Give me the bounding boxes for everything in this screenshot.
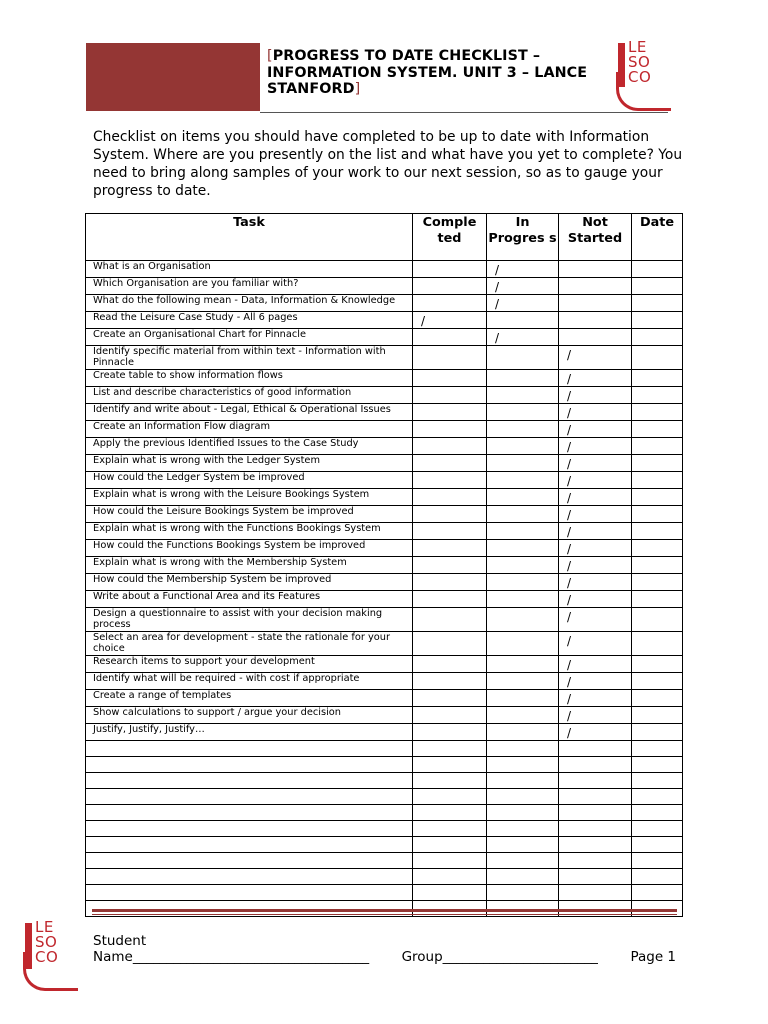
row-not-started-mark [559, 757, 632, 773]
row-completed-mark [413, 523, 487, 540]
header-color-block [86, 43, 260, 111]
row-date [632, 757, 683, 773]
row-not-started-mark [559, 295, 632, 312]
header-not-started: Not Started [559, 214, 632, 261]
row-date [632, 404, 683, 421]
header-completed: Comple ted [413, 214, 487, 261]
row-in-progress-mark [487, 438, 559, 455]
row-date [632, 853, 683, 869]
row-in-progress-mark [487, 489, 559, 506]
row-completed-mark [413, 773, 487, 789]
row-date [632, 329, 683, 346]
row-task: Identify specific material from within text - Information with Pinnacle [86, 346, 413, 370]
row-completed-mark [413, 370, 487, 387]
row-not-started-mark: / [559, 540, 632, 557]
row-not-started-mark: / [559, 690, 632, 707]
table-row [86, 523, 683, 540]
row-task: Apply the previous Identified Issues to the Case Study [86, 438, 413, 455]
row-in-progress-mark [487, 853, 559, 869]
row-task: Identify what will be required - with cost if appropriate [86, 673, 413, 690]
row-date [632, 591, 683, 608]
table-row [86, 591, 683, 608]
header-date: Date [632, 214, 683, 261]
row-completed-mark [413, 591, 487, 608]
row-in-progress-mark [487, 455, 559, 472]
row-date [632, 632, 683, 656]
row-date [632, 312, 683, 329]
footer-page-number: Page 1 [630, 949, 676, 965]
row-task: Create an Information Flow diagram [86, 421, 413, 438]
row-task [86, 837, 413, 853]
row-not-started-mark: / [559, 346, 632, 370]
table-row [86, 421, 683, 438]
row-date [632, 773, 683, 789]
row-date [632, 540, 683, 557]
row-not-started-mark [559, 885, 632, 901]
header-in-progress: In Progres s [487, 214, 559, 261]
row-date [632, 608, 683, 632]
table-row [86, 278, 683, 295]
row-in-progress-mark [487, 690, 559, 707]
row-date [632, 869, 683, 885]
row-completed-mark [413, 329, 487, 346]
table-row [86, 789, 683, 805]
row-task: Justify, Justify, Justify… [86, 724, 413, 741]
row-date [632, 295, 683, 312]
row-completed-mark [413, 690, 487, 707]
intro-paragraph: Checklist on items you should have completed to be up to date with Information System. Where are you presently on the list and what have you yet to complete? You need to bring along samples of your work to our next session, so as to gauge your progress to date. [93, 129, 683, 199]
row-completed-mark [413, 489, 487, 506]
row-in-progress-mark [487, 757, 559, 773]
row-date [632, 472, 683, 489]
logo-line-1: LE [35, 918, 54, 936]
table-row [86, 724, 683, 741]
row-date [632, 278, 683, 295]
lesoco-logo-top [612, 40, 670, 112]
footer-group-line: Group_______________________ [401, 949, 598, 965]
row-not-started-mark: / [559, 438, 632, 455]
row-not-started-mark: / [559, 656, 632, 673]
logo-line-2: SO [628, 53, 651, 71]
row-task: Identify and write about - Legal, Ethical & Operational Issues [86, 404, 413, 421]
footer-name-line: Name___________________________________ [93, 949, 370, 965]
row-in-progress-mark: / [487, 329, 559, 346]
logo-swoosh [616, 68, 671, 111]
row-task: Write about a Functional Area and its Features [86, 591, 413, 608]
table-row [86, 673, 683, 690]
row-task: What do the following mean - Data, Information & Knowledge [86, 295, 413, 312]
table-row [86, 506, 683, 523]
row-not-started-mark [559, 853, 632, 869]
row-in-progress-mark [487, 370, 559, 387]
table-row [86, 329, 683, 346]
document-title [267, 48, 627, 98]
row-in-progress-mark [487, 608, 559, 632]
row-date [632, 805, 683, 821]
row-not-started-mark: / [559, 724, 632, 741]
row-in-progress-mark [487, 741, 559, 757]
title-bracket-close: ] [354, 81, 361, 97]
table-row [86, 438, 683, 455]
row-completed-mark [413, 837, 487, 853]
table-row [86, 690, 683, 707]
row-in-progress-mark [487, 591, 559, 608]
row-in-progress-mark [487, 837, 559, 853]
row-completed-mark [413, 724, 487, 741]
table-row [86, 489, 683, 506]
row-completed-mark [413, 295, 487, 312]
table-row [86, 773, 683, 789]
table-row [86, 455, 683, 472]
table-row [86, 853, 683, 869]
footer-student-label: Student [93, 933, 147, 949]
table-row [86, 805, 683, 821]
table-row [86, 741, 683, 757]
row-not-started-mark [559, 821, 632, 837]
row-in-progress-mark [487, 387, 559, 404]
logo-swoosh [23, 948, 78, 991]
table-body [86, 261, 683, 917]
row-task: Show calculations to support / argue your decision [86, 707, 413, 724]
row-date [632, 574, 683, 591]
row-not-started-mark: / [559, 632, 632, 656]
table-row [86, 757, 683, 773]
row-in-progress-mark: / [487, 278, 559, 295]
row-date [632, 707, 683, 724]
row-date [632, 741, 683, 757]
row-task: How could the Membership System be improved [86, 574, 413, 591]
row-in-progress-mark: / [487, 295, 559, 312]
table-row [86, 869, 683, 885]
row-completed-mark [413, 421, 487, 438]
row-task: How could the Ledger System be improved [86, 472, 413, 489]
row-task [86, 885, 413, 901]
row-date [632, 885, 683, 901]
logo-line-3: CO [628, 68, 652, 86]
row-completed-mark [413, 869, 487, 885]
row-date [632, 523, 683, 540]
row-in-progress-mark [487, 421, 559, 438]
table-row [86, 312, 683, 329]
lesoco-logo-bottom [23, 918, 81, 992]
row-completed-mark [413, 673, 487, 690]
table-row [86, 707, 683, 724]
row-not-started-mark: / [559, 387, 632, 404]
row-task [86, 741, 413, 757]
row-in-progress-mark [487, 656, 559, 673]
row-not-started-mark [559, 773, 632, 789]
row-completed-mark [413, 757, 487, 773]
row-in-progress-mark [487, 312, 559, 329]
row-not-started-mark: / [559, 574, 632, 591]
row-task: Explain what is wrong with the Ledger System [86, 455, 413, 472]
row-not-started-mark: / [559, 506, 632, 523]
table-row [86, 261, 683, 278]
row-not-started-mark: / [559, 557, 632, 574]
row-not-started-mark [559, 329, 632, 346]
row-task: What is an Organisation [86, 261, 413, 278]
row-task: How could the Leisure Bookings System be improved [86, 506, 413, 523]
row-date [632, 789, 683, 805]
row-completed-mark [413, 574, 487, 591]
row-completed-mark [413, 632, 487, 656]
row-in-progress-mark [487, 557, 559, 574]
row-completed-mark [413, 472, 487, 489]
header-divider [260, 112, 668, 113]
footer-rule-thick [92, 909, 677, 912]
row-date [632, 690, 683, 707]
row-completed-mark [413, 278, 487, 295]
row-task: Select an area for development - state the rationale for your choice [86, 632, 413, 656]
row-completed-mark [413, 404, 487, 421]
table-row [86, 387, 683, 404]
row-in-progress-mark [487, 346, 559, 370]
row-task: Read the Leisure Case Study - All 6 pages [86, 312, 413, 329]
row-not-started-mark [559, 789, 632, 805]
row-task: Design a questionnaire to assist with your decision making process [86, 608, 413, 632]
progress-checklist-table [85, 213, 683, 917]
row-not-started-mark [559, 869, 632, 885]
row-task: Create table to show information flows [86, 370, 413, 387]
row-in-progress-mark [487, 506, 559, 523]
row-date [632, 489, 683, 506]
row-task [86, 757, 413, 773]
row-not-started-mark: / [559, 404, 632, 421]
row-date [632, 557, 683, 574]
row-date [632, 506, 683, 523]
row-completed-mark [413, 789, 487, 805]
row-completed-mark [413, 885, 487, 901]
row-task: Which Organisation are you familiar with? [86, 278, 413, 295]
table-row [86, 632, 683, 656]
table-row [86, 370, 683, 387]
row-completed-mark: / [413, 312, 487, 329]
row-date [632, 724, 683, 741]
row-not-started-mark: / [559, 472, 632, 489]
row-completed-mark [413, 853, 487, 869]
row-not-started-mark: / [559, 707, 632, 724]
row-task: Explain what is wrong with the Membership System [86, 557, 413, 574]
row-task [86, 869, 413, 885]
row-not-started-mark [559, 261, 632, 278]
row-completed-mark [413, 455, 487, 472]
row-in-progress-mark [487, 789, 559, 805]
row-task [86, 805, 413, 821]
table-row [86, 540, 683, 557]
row-date [632, 387, 683, 404]
row-date [632, 821, 683, 837]
row-completed-mark [413, 387, 487, 404]
row-date [632, 438, 683, 455]
row-date [632, 370, 683, 387]
table-row [86, 557, 683, 574]
row-in-progress-mark [487, 707, 559, 724]
row-task: List and describe characteristics of good information [86, 387, 413, 404]
row-in-progress-mark [487, 632, 559, 656]
logo-line-2: SO [35, 933, 58, 951]
title-bracket-open: [ [267, 48, 273, 64]
row-in-progress-mark [487, 821, 559, 837]
table-row [86, 472, 683, 489]
table-row [86, 404, 683, 421]
row-in-progress-mark [487, 540, 559, 557]
title-text: PROGRESS TO DATE CHECKLIST – INFORMATION SYSTEM. UNIT 3 – LANCE STANFORD [267, 48, 588, 97]
table-row [86, 837, 683, 853]
table-header-row [86, 214, 683, 261]
row-completed-mark [413, 540, 487, 557]
footer [93, 933, 693, 965]
row-date [632, 455, 683, 472]
row-not-started-mark: / [559, 591, 632, 608]
row-not-started-mark: / [559, 673, 632, 690]
row-in-progress-mark [487, 885, 559, 901]
row-completed-mark [413, 506, 487, 523]
row-not-started-mark: / [559, 370, 632, 387]
row-not-started-mark [559, 837, 632, 853]
row-task [86, 789, 413, 805]
row-completed-mark [413, 741, 487, 757]
row-in-progress-mark [487, 404, 559, 421]
row-in-progress-mark [487, 523, 559, 540]
row-completed-mark [413, 805, 487, 821]
row-task: Create an Organisational Chart for Pinnacle [86, 329, 413, 346]
table-row [86, 885, 683, 901]
table-row [86, 346, 683, 370]
row-completed-mark [413, 656, 487, 673]
row-date [632, 673, 683, 690]
row-not-started-mark: / [559, 608, 632, 632]
row-task: Create a range of templates [86, 690, 413, 707]
row-in-progress-mark [487, 724, 559, 741]
table-row [86, 656, 683, 673]
header-task: Task [86, 214, 413, 261]
row-completed-mark [413, 438, 487, 455]
row-in-progress-mark [487, 805, 559, 821]
row-date [632, 346, 683, 370]
row-not-started-mark: / [559, 421, 632, 438]
row-date [632, 837, 683, 853]
row-completed-mark [413, 261, 487, 278]
row-in-progress-mark [487, 773, 559, 789]
row-task [86, 821, 413, 837]
row-in-progress-mark: / [487, 261, 559, 278]
table-row [86, 295, 683, 312]
row-completed-mark [413, 821, 487, 837]
footer-fields [93, 949, 676, 965]
row-task [86, 773, 413, 789]
logo-line-1: LE [628, 38, 647, 56]
row-date [632, 656, 683, 673]
row-task [86, 853, 413, 869]
row-not-started-mark [559, 741, 632, 757]
table-row [86, 821, 683, 837]
row-completed-mark [413, 346, 487, 370]
row-in-progress-mark [487, 673, 559, 690]
row-date [632, 261, 683, 278]
row-not-started-mark: / [559, 455, 632, 472]
row-not-started-mark: / [559, 523, 632, 540]
row-task: How could the Functions Bookings System be improved [86, 540, 413, 557]
table-row [86, 574, 683, 591]
row-completed-mark [413, 608, 487, 632]
row-completed-mark [413, 557, 487, 574]
row-not-started-mark: / [559, 489, 632, 506]
row-completed-mark [413, 707, 487, 724]
row-not-started-mark [559, 805, 632, 821]
row-not-started-mark [559, 312, 632, 329]
row-task: Explain what is wrong with the Leisure Bookings System [86, 489, 413, 506]
footer-rule-thin [92, 914, 677, 915]
logo-line-3: CO [35, 948, 59, 966]
row-in-progress-mark [487, 869, 559, 885]
row-task: Research items to support your development [86, 656, 413, 673]
row-in-progress-mark [487, 472, 559, 489]
table-row [86, 608, 683, 632]
row-date [632, 421, 683, 438]
row-in-progress-mark [487, 574, 559, 591]
row-task: Explain what is wrong with the Functions Bookings System [86, 523, 413, 540]
row-not-started-mark [559, 278, 632, 295]
